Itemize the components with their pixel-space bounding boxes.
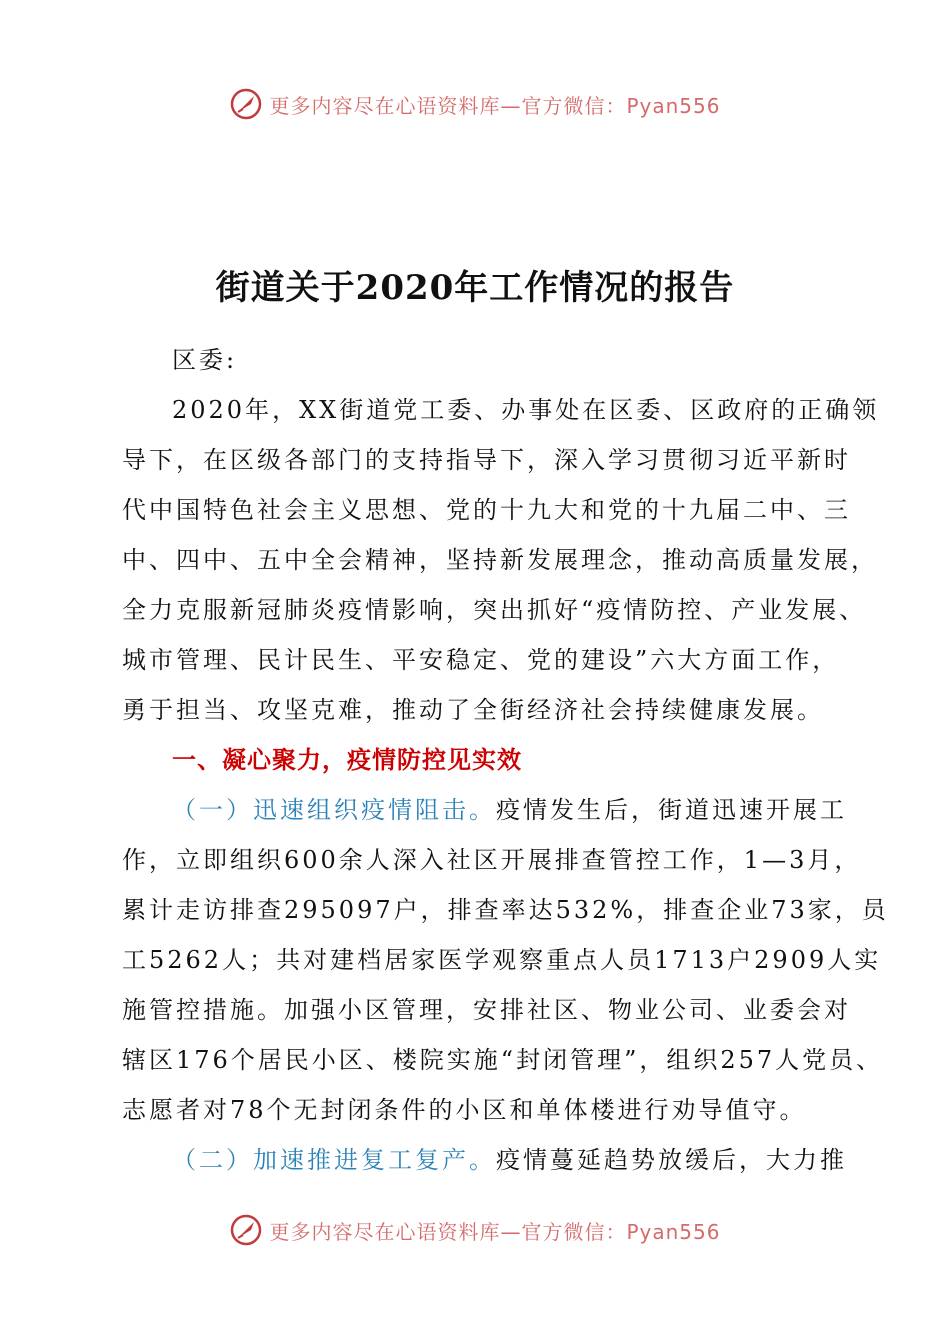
intro-line: 代中国特色社会主义思想、党的十九大和党的十九届二中、三 <box>122 496 851 524</box>
quill-pen-logo-icon <box>229 1213 263 1247</box>
subsection-2-label: （二）加速推进复工复产。 <box>172 1146 496 1174</box>
salutation: 区委: <box>172 346 238 374</box>
subsection-1-text: 疫情发生后，街道迅速开展工 <box>496 796 847 824</box>
body-line: 志愿者对78个无封闭条件的小区和单体楼进行劝导值守。 <box>122 1096 807 1124</box>
body-line: 作，立即组织600余人深入社区开展排查管控工作，1—3月， <box>122 846 862 874</box>
quill-pen-logo-icon <box>229 87 263 121</box>
subsection-1-first-line <box>122 785 847 835</box>
banner-text: 更多内容尽在心语资料库—官方微信：Pyan556 <box>269 93 721 118</box>
intro-line: 全力克服新冠肺炎疫情影响，突出抓好“疫情防控、产业发展、 <box>122 596 867 624</box>
intro-line: 导下，在区级各部门的支持指导下，深入学习贯彻习近平新时 <box>122 446 851 474</box>
intro-line: 勇于担当、攻坚克难，推动了全街经济社会持续健康发展。 <box>122 696 824 724</box>
body-line: 工5262人；共对建档居家医学观察重点人员1713户2909人实 <box>122 946 882 974</box>
body-line: 辖区176个居民小区、楼院实施“封闭管理”，组织257人党员、 <box>122 1046 884 1074</box>
intro-line: 城市管理、民计民生、平安稳定、党的建设”六大方面工作， <box>122 646 840 674</box>
section-heading: 一、凝心聚力，疫情防控见实效 <box>172 746 522 774</box>
banner-text: 更多内容尽在心语资料库—官方微信：Pyan556 <box>269 1219 721 1244</box>
document-body <box>122 335 889 1185</box>
page-title: 街道关于2020年工作情况的报告 <box>215 268 735 308</box>
intro-line: 2020年，XX街道党工委、办事处在区委、区政府的正确领 <box>172 396 880 424</box>
subsection-1-label: （一）迅速组织疫情阻击。 <box>172 796 496 824</box>
watermark-banner-bottom <box>0 1210 950 1250</box>
body-line: 累计走访排查295097户，排查率达532%，排查企业73家，员 <box>122 896 889 924</box>
subsection-2-text: 疫情蔓延趋势放缓后，大力推 <box>496 1146 847 1174</box>
intro-line: 中、四中、五中全会精神，坚持新发展理念，推动高质量发展， <box>122 546 878 574</box>
watermark-banner-top <box>0 84 950 124</box>
body-line: 施管控措施。加强小区管理，安排社区、物业公司、业委会对 <box>122 996 851 1024</box>
subsection-2-first-line <box>122 1135 847 1185</box>
